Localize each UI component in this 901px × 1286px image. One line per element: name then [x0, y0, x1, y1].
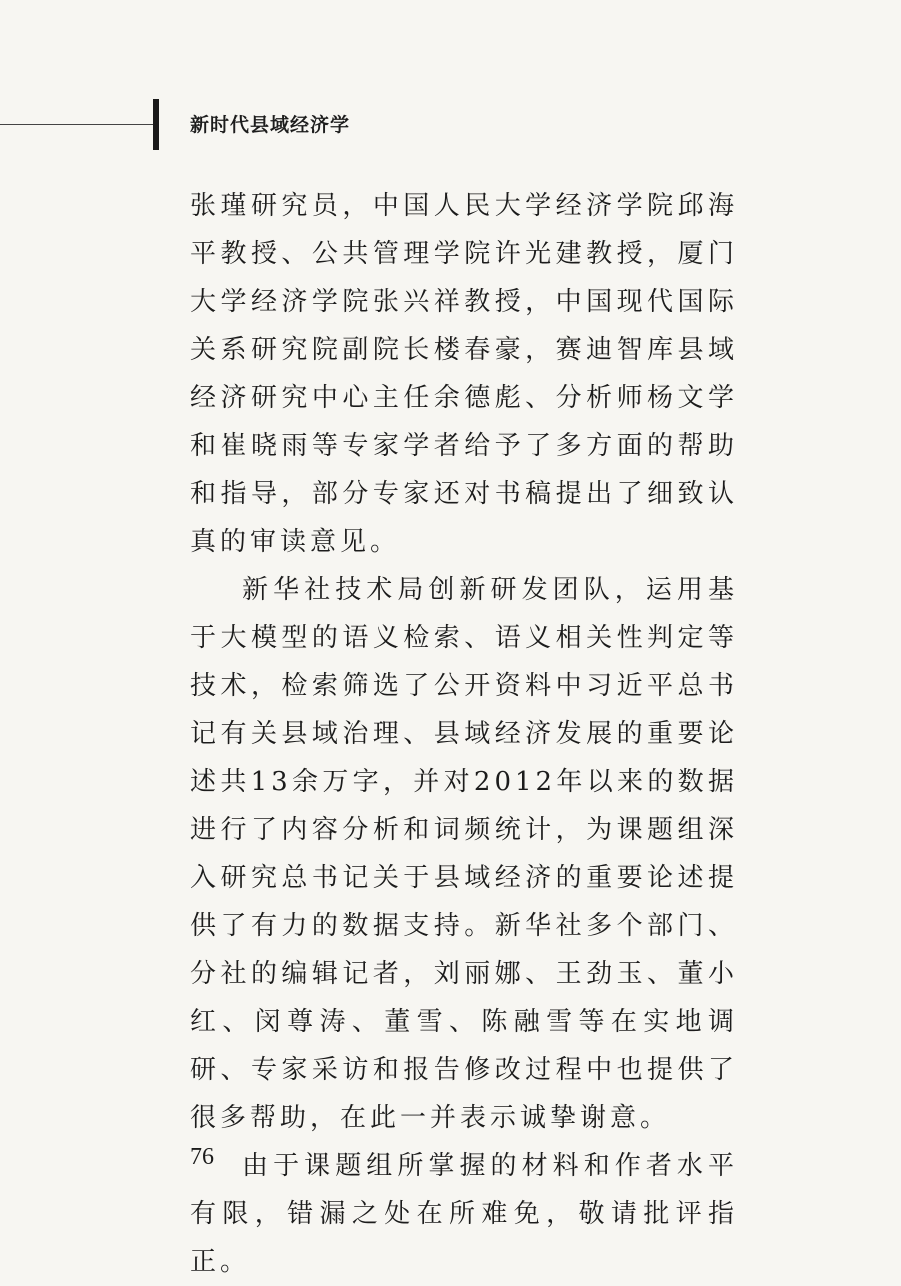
paragraph-acknowledgement-xinhua: 新华社技术局创新研发团队，运用基于大模型的语义检索、语义相关性判定等技术，检索筛选了公开资料中习近平总书记有关县域治理、县域经济发展的重要论述共13余万字，并对2012年以来的数据进行了内容分析和词频统计，为课题组深入研究总书记关于县域经济的重要论述提供了有力的数据支持。新华社多个部门、分社的编辑记者，刘丽娜、王劲玉、董小红、闵尊涛、董雪、陈融雪等在实地调研、专家采访和报告修改过程中也提供了很多帮助，在此一并表示诚挚谢意。 — [190, 575, 738, 1133]
page-number: 76 — [190, 1144, 214, 1170]
header-marker-bar — [153, 99, 159, 150]
body-text — [190, 182, 738, 1286]
paragraph-acknowledgement-experts: 张瑾研究员，中国人民大学经济学院邱海平教授、公共管理学院许光建教授，厦门大学经济学院张兴祥教授，中国现代国际关系研究院副院长楼春豪，赛迪智库县域经济研究中心主任余德彪、分析师杨文学和崔晓雨等专家学者给予了多方面的帮助和指导，部分专家还对书稿提出了细致认真的审读意见。 — [190, 191, 738, 557]
running-head-title: 新时代县域经济学 — [190, 114, 351, 136]
paragraph-closing-note: 由于课题组所掌握的材料和作者水平有限，错漏之处在所难免，敬请批评指正。 — [190, 1151, 738, 1277]
header-rule — [0, 124, 153, 125]
